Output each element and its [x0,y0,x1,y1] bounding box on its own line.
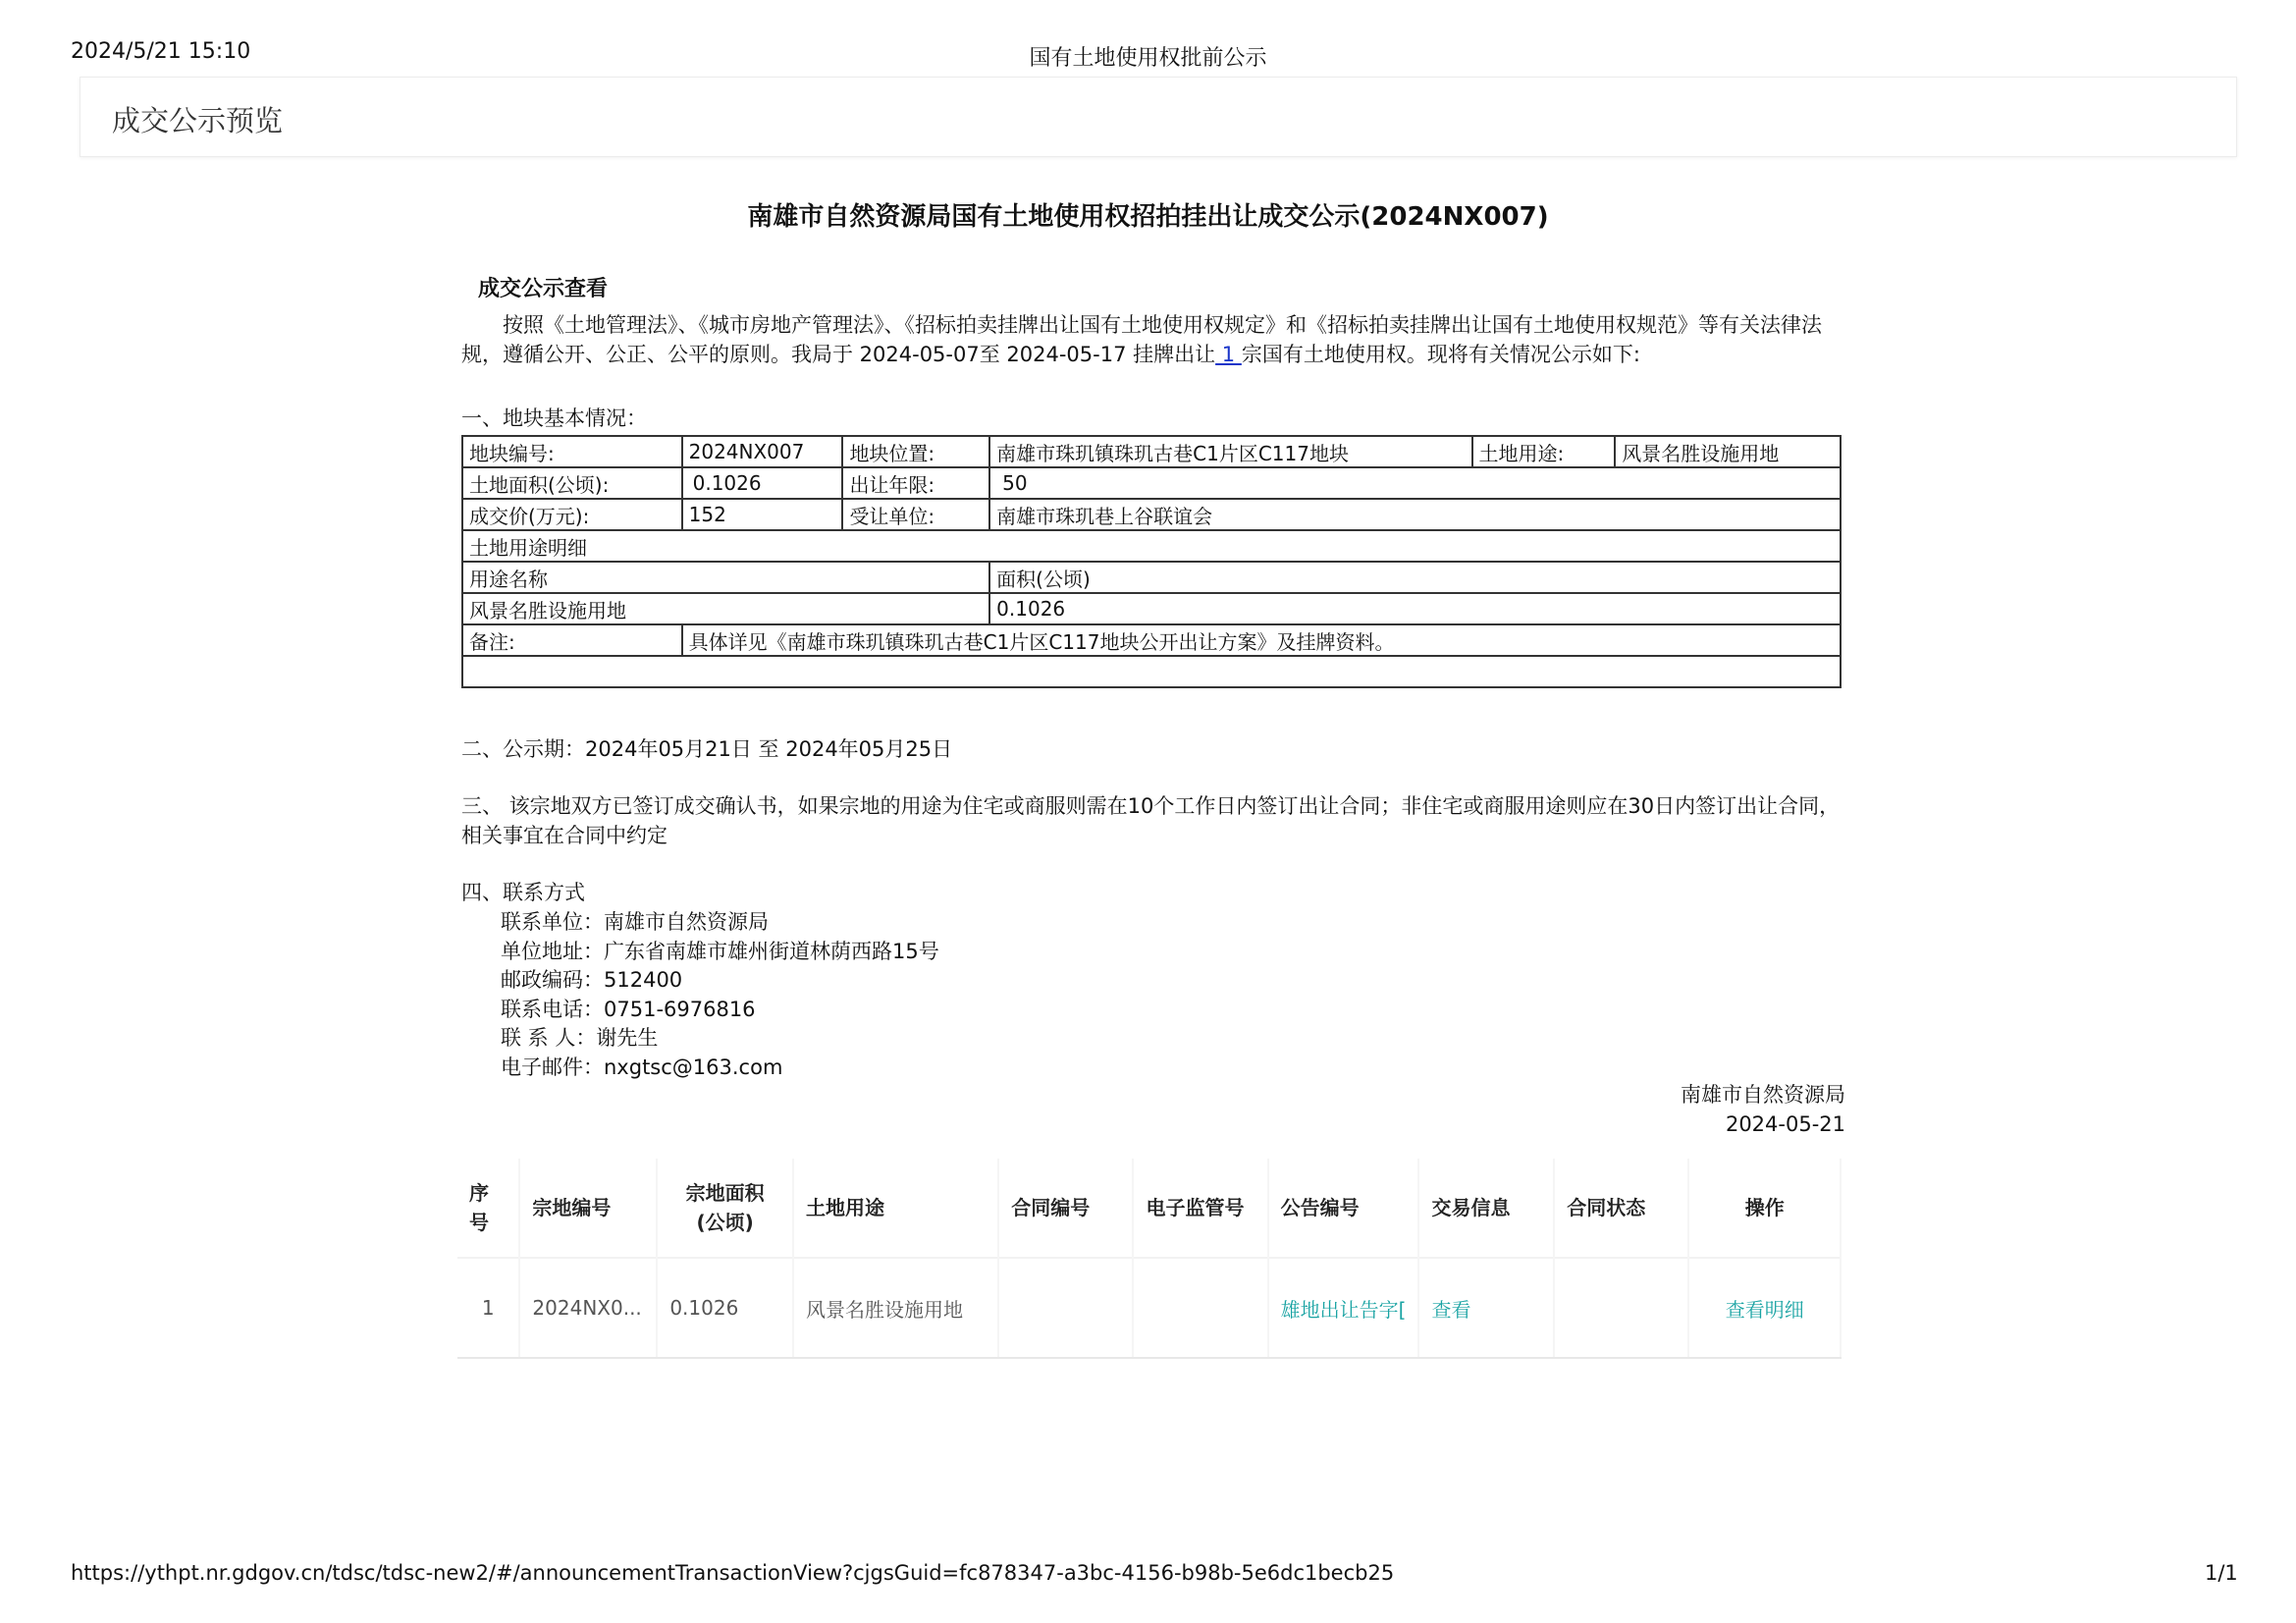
table-header-row [457,1159,1841,1258]
col-header-use: 土地用途 [793,1159,998,1258]
empty-row [462,656,1841,687]
preview-header-card [80,77,2237,157]
cell-supervision-no [1133,1258,1267,1358]
use-value: 风景名胜设施用地 [1615,436,1841,467]
col-header-trade-info: 交易信息 [1418,1159,1554,1258]
use-detail-heading: 土地用途明细 [462,530,1841,562]
location-label: 地块位置: [842,436,989,467]
price-label: 成交价(万元): [462,499,682,530]
use-detail-name: 风景名胜设施用地 [462,593,989,624]
table-row [462,562,1841,593]
contact-address: 单位地址：广东省南雄市雄州街道林荫西路15号 [501,939,939,963]
cell-contract-no [998,1258,1133,1358]
use-label: 土地用途: [1472,436,1616,467]
announcement-period: 二、公示期：2024年05月21日 至 2024年05月25日 [461,737,953,761]
parcel-no-value: 2024NX007 [682,436,843,467]
cell-parcel-no: 2024NX0... [519,1258,657,1358]
parcel-count-link[interactable]: 1 [1215,343,1242,366]
intro-text-before: 按照《土地管理法》、《城市房地产管理法》、《招标拍卖挂牌出让国有土地使用权规定》和《招标拍卖挂牌出让国有土地使用权规范》等有关法律法规，遵循公开、公正、公平的原则。我局于 2024-05-07至 2024-05-17 挂牌出让 [461,313,1822,366]
col-header-supervision-no: 电子监管号 [1133,1159,1267,1258]
col-header-contract-no: 合同编号 [998,1159,1133,1258]
basic-info-table [461,435,1842,688]
col-header-notice-no: 公告编号 [1268,1159,1419,1258]
table-row [462,499,1841,530]
table-row [462,656,1841,687]
contact-phone: 联系电话：0751-6976816 [501,997,756,1021]
contact-postcode: 邮政编码：512400 [501,968,683,992]
notice-no-link[interactable]: 雄地出让告字[ [1268,1258,1419,1358]
contact-heading: 四、联系方式 [461,881,585,904]
term-label: 出让年限: [842,467,989,499]
intro-paragraph [461,310,1843,369]
signature-block [1571,1080,1845,1139]
remark-label: 备注: [462,624,682,656]
print-datetime: 2024/5/21 15:10 [71,39,251,64]
remark-value: 具体详见《南雄市珠玑镇珠玑古巷C1片区C117地块公开出让方案》及挂牌资料。 [682,624,1841,656]
table-row [457,1258,1841,1358]
col-header-area: 宗地面积 (公顷) [657,1159,793,1258]
print-page-number: 1/1 [2205,1561,2238,1585]
contact-org: 联系单位：南雄市自然资源局 [501,910,769,934]
cell-contract-status [1554,1258,1688,1358]
area-label: 土地面积(公顷): [462,467,682,499]
preview-title: 成交公示预览 [112,104,284,137]
table-row [462,624,1841,656]
use-detail-col-name: 用途名称 [462,562,989,593]
transaction-result-table [457,1159,1842,1359]
basic-info-heading: 一、地块基本情况： [461,406,647,430]
cell-index: 1 [457,1258,519,1358]
term-value: 50 [989,467,1841,499]
cell-area: 0.1026 [657,1258,793,1358]
signature-date: 2024-05-21 [1725,1112,1845,1136]
grantee-value: 南雄市珠玑巷上谷联谊会 [989,499,1841,530]
parcel-no-label: 地块编号: [462,436,682,467]
col-header-parcel-no: 宗地编号 [519,1159,657,1258]
col-header-action: 操作 [1688,1159,1841,1258]
contact-list [501,907,939,1081]
contact-person: 联 系 人：谢先生 [501,1026,659,1050]
use-detail-col-area: 面积(公顷) [989,562,1841,593]
table-row [462,530,1841,562]
contract-terms: 三、 该宗地双方已签订成交确认书，如果宗地的用途为住宅或商服则需在10个工作日内签订出让合同；非住宅或商服用途则应在30日内签订出让合同，相关事宜在合同中约定 [461,794,1841,847]
print-footer-url: https://ythpt.nr.gdgov.cn/tdsc/tdsc-new2/#/announcementTransactionView?cjgsGuid=fc878347-a3bc-4156-b98b-5e6dc1becb25 [71,1561,1395,1585]
contact-email: 电子邮件：nxgtsc@163.com [501,1055,783,1079]
signature-org: 南雄市自然资源局 [1681,1083,1845,1107]
table-row [462,593,1841,624]
area-value: 0.1026 [682,467,843,499]
col-header-index: 序号 [457,1159,519,1258]
print-page-title: 国有土地使用权批前公示 [1029,46,1267,71]
location-value: 南雄市珠玑镇珠玑古巷C1片区C117地块 [989,436,1471,467]
intro-text-after: 宗国有土地使用权。现将有关情况公示如下: [1241,343,1640,366]
col-header-contract-status: 合同状态 [1554,1159,1688,1258]
cell-use: 风景名胜设施用地 [793,1258,998,1358]
table-row [462,436,1841,467]
table-row [462,467,1841,499]
section-heading: 成交公示查看 [478,277,609,301]
document-title: 南雄市自然资源局国有土地使用权招拍挂出让成交公示(2024NX007) [747,202,1549,232]
trade-info-view-link[interactable]: 查看 [1418,1258,1554,1358]
view-detail-link[interactable]: 查看明细 [1688,1258,1841,1358]
grantee-label: 受让单位: [842,499,989,530]
use-detail-area: 0.1026 [989,593,1841,624]
price-value: 152 [682,499,843,530]
